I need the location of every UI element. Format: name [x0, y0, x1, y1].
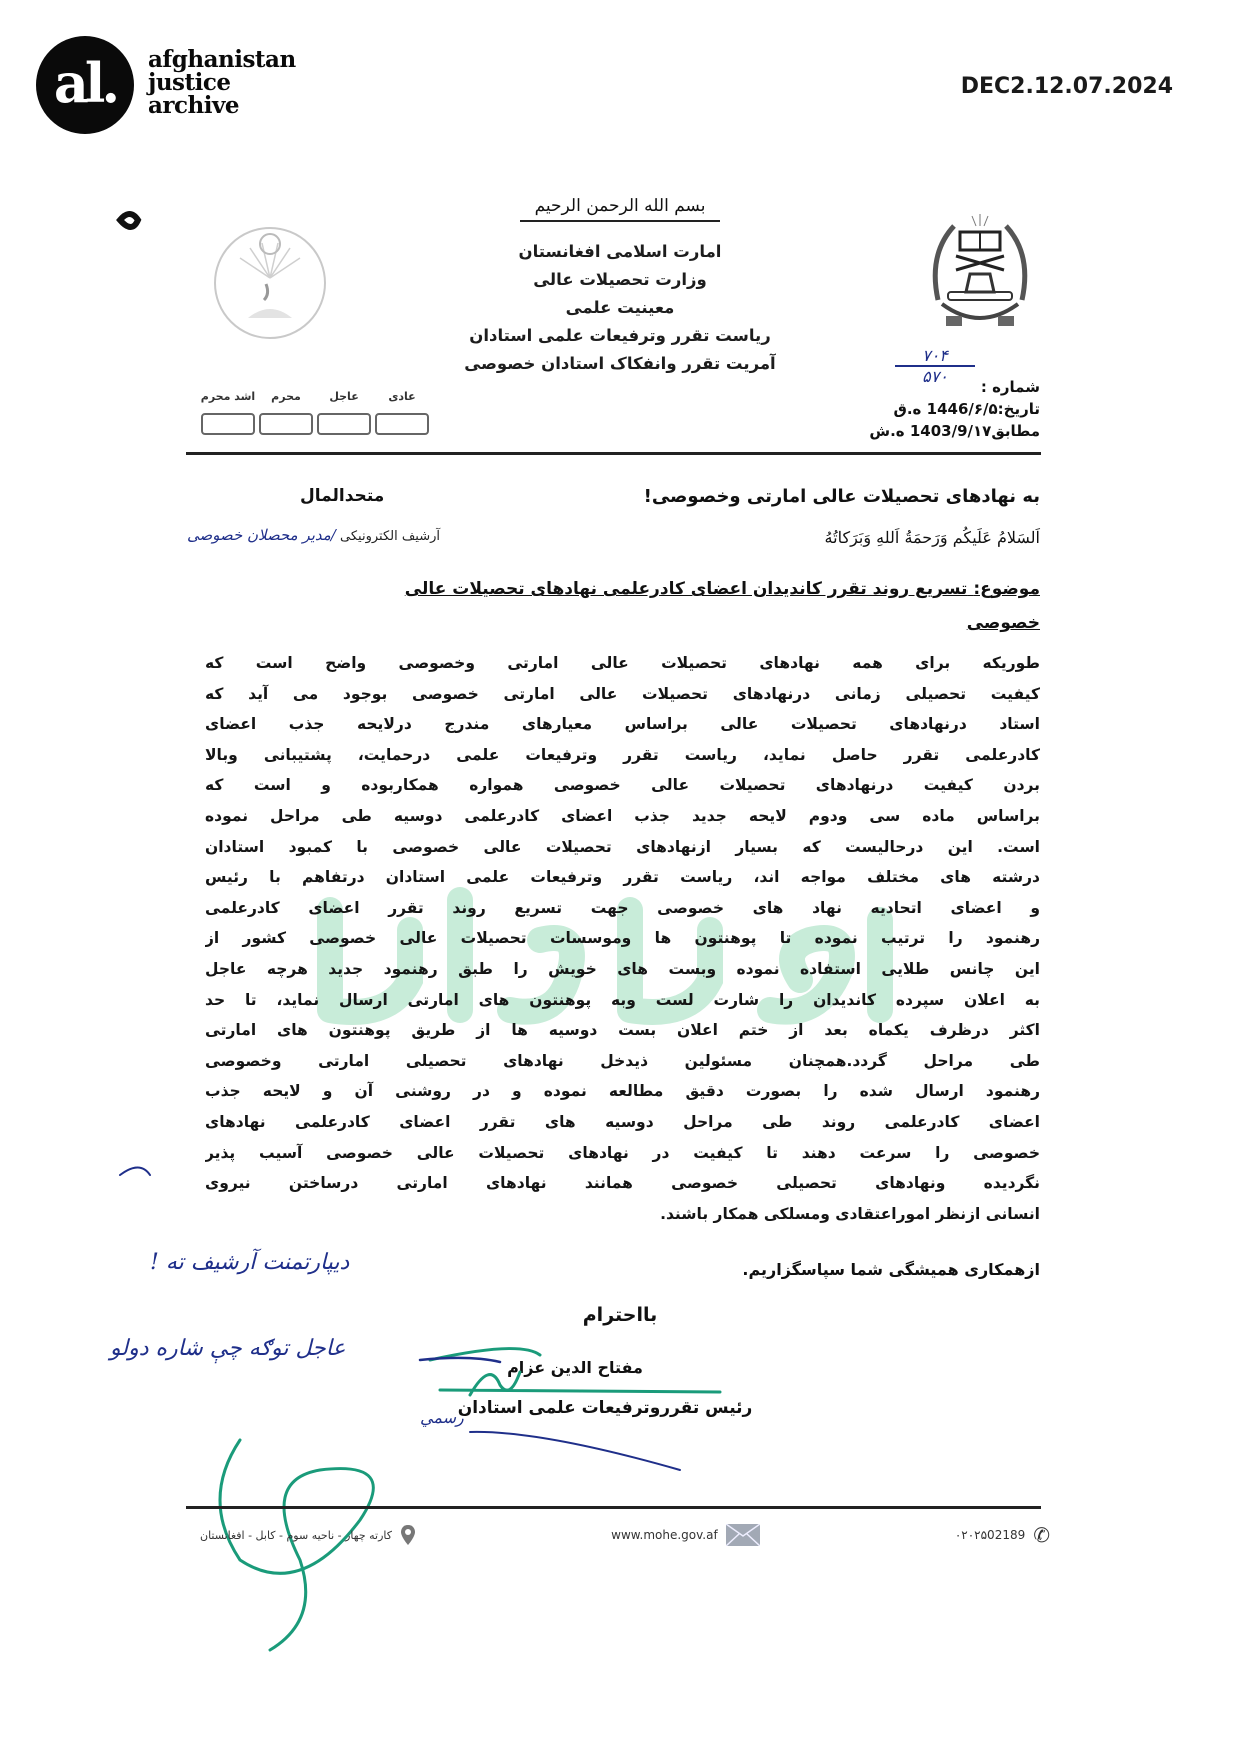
body-line: طوریکه برای همه نهادهای تحصیلات عالی امارتی وخصوصی واضح است که: [205, 654, 1040, 672]
letterhead-line: آمریت تقرر وانفکاک استادان خصوصی: [464, 354, 776, 373]
priority-normal[interactable]: [376, 390, 428, 435]
emirate-emblem-icon: [920, 204, 1040, 336]
archive-note-handwritten: /مدیر محصلان خصوصی: [186, 526, 336, 544]
priority-checkbox[interactable]: [375, 413, 429, 435]
priority-checkbox[interactable]: [317, 413, 371, 435]
footer-address: کارته چهار - ناحیه سوم - کابل - افغانستان: [200, 1528, 392, 1542]
priority-checkbox[interactable]: [259, 413, 313, 435]
signer-name: مفتاح الدین عزام: [507, 1358, 643, 1377]
date-label: تاریخ:: [997, 400, 1040, 418]
logo-mark: al.: [53, 51, 117, 115]
circular-label: متحدالمال: [300, 486, 385, 506]
signature-stroke: [470, 1432, 680, 1470]
body-line: این چانس طلایی استفاده نموده وبست های خویش را طبق رهنمود جدید هرچه عاجل: [205, 959, 1040, 978]
subject-label: موضوع:: [973, 579, 1040, 599]
brand-name-line: afghanistan: [148, 46, 296, 73]
body-line: کادرعلمی تقرر حاصل نماید، ریاست تقرر وترفیعات علمی درحمایت، پشتیبانی وبالا: [205, 745, 1040, 764]
ministry-seal-icon: [200, 218, 340, 348]
letterhead-line: ریاست تقرر وترفیعات علمی استادان: [469, 326, 771, 345]
letterhead-line: امارت اسلامی افغانستان: [518, 242, 722, 261]
body-line: رهنمود ارسال شده را بصورت دقیق مطالعه نموده و در روشنی آن و لایحه جذب: [205, 1082, 1040, 1101]
body-line: به اعلان سپرده کاندیدان را شارت لست وبه پوهنتون های امارتی ارسال نماید، تا حد: [205, 990, 1040, 1009]
body-line: انسانی ازنظر اموراعتقادی ومسلکی همکار باشند.: [660, 1204, 1040, 1223]
archive-note-printed: آرشیف الکترونیکی: [340, 529, 440, 544]
body-line: نگردیده ونهادهای تحصیلی خصوصی همانند نهادهای امارتی درساختن نیروی: [205, 1174, 1040, 1193]
mail-icon: [726, 1524, 760, 1546]
closing-regards: بااحترام: [582, 1304, 658, 1326]
letter-body: [205, 648, 1040, 1229]
date-qamari: 1446/۶/۵ ه.ق: [893, 400, 998, 418]
body-line: کیفیت تحصیلی زمانی درنهادهای تحصیلات عالی امارتی خصوصی بوجود می آید که: [205, 684, 1040, 703]
priority-urgent[interactable]: [318, 390, 370, 435]
archive-note: [150, 526, 440, 544]
body-line: درشته های مختلف مواجه اند، ریاست تقرر وترفیعات علمی استادان درتفاهم با رئیس: [205, 868, 1040, 887]
salutation: اَلسَلامُ عَلَیکُم وَرَحمَةُ اَللهِ وَبَرَکاتُهُ: [824, 528, 1040, 547]
letterhead-line: معینیت علمی: [565, 298, 675, 317]
thanks-line: ازهمکاری همیشگی شما سپاسگزاریم.: [742, 1260, 1040, 1279]
subject: [205, 572, 1040, 640]
body-line: خصوصی را سرعت دهند تا کیفیت در نهادهای تحصیلات عالی خصوصی آسیب پذیر: [205, 1143, 1040, 1162]
signature-stroke: [120, 214, 138, 227]
footer-phone: ۰۲۰۲۵02189: [954, 1528, 1026, 1542]
priority-top-secret[interactable]: [202, 390, 254, 435]
reference-block: [860, 376, 1040, 442]
footer-divider: [186, 1506, 1041, 1509]
footer-address-block: [200, 1524, 416, 1546]
body-line: و اعضای اتحادیه نهاد های خصوصی جهت تسریع روند تقرر اعضای کادرعلمی: [205, 898, 1040, 917]
recipient-line: به نهادهای تحصیلات عالی امارتی وخصوصی!: [643, 486, 1040, 507]
handwritten-note: عاجل توګه چې شاره دولو: [110, 1336, 346, 1361]
header-divider: [186, 452, 1041, 455]
body-line: استاد درنهادهای تحصیلات عالی براساس معیارهای مندرج درلایحه جذب اعضای: [205, 715, 1040, 734]
subject-text: تسریع روند تقرر کاندیدان اعضای کادرعلمی نهادهای تحصیلات عالی: [404, 579, 968, 599]
footer-phone-block: [955, 1523, 1050, 1547]
phone-icon: ✆: [1033, 1523, 1050, 1547]
body-line: طی مراحل گردد.همچنان مسئولین ذیدخل نهادهای تحصیلی امارتی وخصوصی: [205, 1051, 1040, 1070]
priority-confidential[interactable]: [260, 390, 312, 435]
priority-label: محرم: [271, 390, 301, 403]
reference-number-top: ۷۰۴: [895, 346, 975, 367]
equiv-label: مطابق: [991, 422, 1040, 440]
aja-logo: [36, 36, 134, 134]
subject-text-cont: خصوصی: [966, 613, 1040, 633]
priority-checkbox[interactable]: [201, 413, 255, 435]
brand-name-line: archive: [148, 92, 239, 119]
body-line: است. این درحالیست که بسیار ازنهادهای تحصیلات عالی خصوصی با کمبود استادان: [205, 837, 1040, 856]
footer-website[interactable]: www.mohe.gov.af: [611, 1528, 718, 1542]
signature-stroke: [120, 1168, 150, 1176]
bismillah: بسم الله الرحمن الرحیم: [520, 196, 720, 222]
body-line: براساس ماده سی ودوم لایحه جدید جذب اعضای کادرعلمی دوسیه طی مراحل نموده: [205, 806, 1040, 825]
brand-name: [148, 48, 296, 117]
reference-number-bottom: ۵۷۰: [922, 367, 948, 386]
priority-selector: [198, 390, 428, 435]
priority-label: اشد محرم: [200, 390, 256, 403]
document-code: DEC2.12.07.2024: [960, 74, 1173, 99]
body-line: بردن کیفیت درنهادهای تحصیلات عالی خصوصی همواره همکاربوده و است که: [205, 776, 1040, 795]
letterhead-line: وزارت تحصیلات عالی: [533, 270, 707, 289]
priority-label: عاجل: [329, 390, 359, 403]
location-pin-icon: [400, 1524, 416, 1546]
handwritten-note: رسمي: [420, 1408, 464, 1427]
brand-name-line: justice: [148, 69, 231, 96]
footer: [200, 1520, 1050, 1550]
signer-title: رئیس تقرروترفیعات علمی استادان: [457, 1398, 753, 1418]
body-line: رهنمود را ترتیب نموده تا پوهنتون ها وموسسات تحصیلات عالی خصوصی کشور از: [205, 929, 1040, 948]
handwritten-note: دیپارتمنت آرشیف ته !: [150, 1250, 350, 1275]
priority-label: عادی: [388, 390, 416, 403]
body-line: اکثر درظرف یکماه بعد از ختم اعلان بست دوسیه ها از طریق پوهنتون های امارتی: [205, 1021, 1040, 1040]
number-label: شماره :: [980, 378, 1040, 396]
letterhead-title: [440, 238, 800, 378]
body-line: اعضای کادرعلمی روند طی مراحل دوسیه های تقرر اعضای کادرعلمی نهادهای: [205, 1112, 1040, 1131]
footer-website-block: [611, 1524, 760, 1546]
date-shamsi: 1403/9/۱۷ ه.ش: [869, 422, 992, 440]
